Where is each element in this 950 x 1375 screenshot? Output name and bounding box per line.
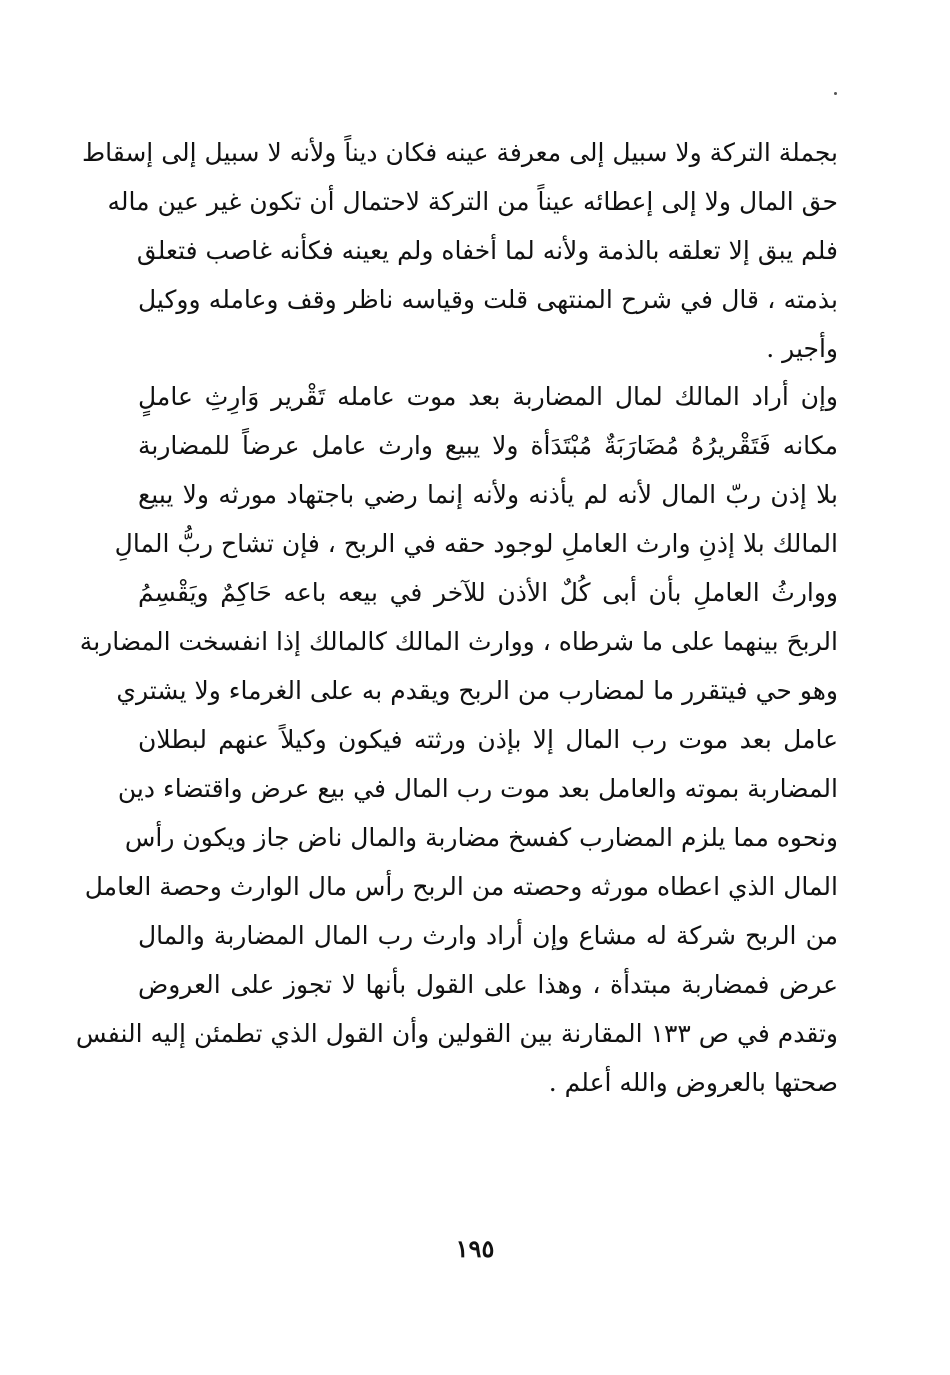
paragraph-1 bbox=[81, 128, 838, 373]
text-line: المال الذي اعطاه مورثه وحصته من الربح رأس مال الوارث وحصة العامل bbox=[84, 872, 838, 901]
margin-mark bbox=[834, 92, 837, 95]
text-line: المالك بلا إذنِ وارث العاملِ لوجود حقه في الربح ، فإن تشاح ربُّ المالِ bbox=[114, 529, 838, 558]
text-line: وهو حي فيتقرر ما لمضارب من الربح ويقدم به على الغرماء ولا يشتري bbox=[116, 676, 838, 705]
text-line: الربحَ بينهما على ما شرطاه ، ووارث المالك كالمالك إذا انفسخت المضاربة bbox=[79, 627, 838, 656]
text-line: بجملة التركة ولا سبيل إلى معرفة عينه فكان ديناً ولأنه لا سبيل إلى إسقاط bbox=[81, 138, 838, 167]
text-line: صحتها بالعروض والله أعلم . bbox=[548, 1068, 838, 1097]
text-line: وأجير . bbox=[766, 334, 838, 363]
text-line: حق المال ولا إلى إعطائه عيناً من التركة لاحتمال أن تكون غير عين ماله bbox=[107, 187, 838, 216]
text-line: عامل بعد موت رب المال إلا بإذن ورثته فيكون وكيلاً عنهم لبطلان bbox=[138, 725, 838, 754]
text-line: ونحوه مما يلزم المضارب كفسخ مضاربة والمال ناض جاز ويكون رأس bbox=[124, 823, 838, 852]
text-line: وتقدم في ص ١٣٣ المقارنة بين القولين وأن القول الذي تطمئن إليه النفس bbox=[75, 1019, 838, 1048]
text-line: من الربح شركة له مشاع وإن أراد وارث رب المال المضاربة والمال bbox=[138, 921, 838, 950]
page-number: ١٩٥ bbox=[455, 1234, 495, 1263]
text-line: بلا إذن ربّ المال لأنه لم يأذنه ولأنه إنما رضي باجتهاد مورثه ولا يبيع bbox=[138, 480, 838, 509]
text-line: عرض فمضاربة مبتدأة ، وهذا على القول بأنها لا تجوز على العروض bbox=[138, 970, 838, 999]
text-line: بذمته ، قال في شرح المنتهى قلت وقياسه ناظر وقف وعامله ووكيل bbox=[138, 285, 838, 314]
text-line: فلم يبق إلا تعلقه بالذمة ولأنه لما أخفاه ولم يعينه فكأنه غاصب فتعلق bbox=[136, 236, 838, 265]
text-line: وإن أراد المالك لمال المضاربة بعد موت عامله تَقْرير وَارِثِ عاملٍ bbox=[138, 382, 838, 411]
text-line: المضاربة بموته والعامل بعد موت رب المال في بيع عرض واقتضاء دين bbox=[117, 774, 838, 803]
paragraph-2 bbox=[75, 372, 838, 1107]
text-line: مكانه فَتَقْريرُهُ مُضَارَبَةٌ مُبْتَدَأة ولا يبيع وارث عامل عرضاً للمضاربة bbox=[138, 431, 838, 460]
text-line: ووارثُ العاملِ بأن أبى كُلٌ الأذن للآخر في بيعه باعه حَاكِمٌ ويَقْسِمُ bbox=[138, 578, 838, 607]
